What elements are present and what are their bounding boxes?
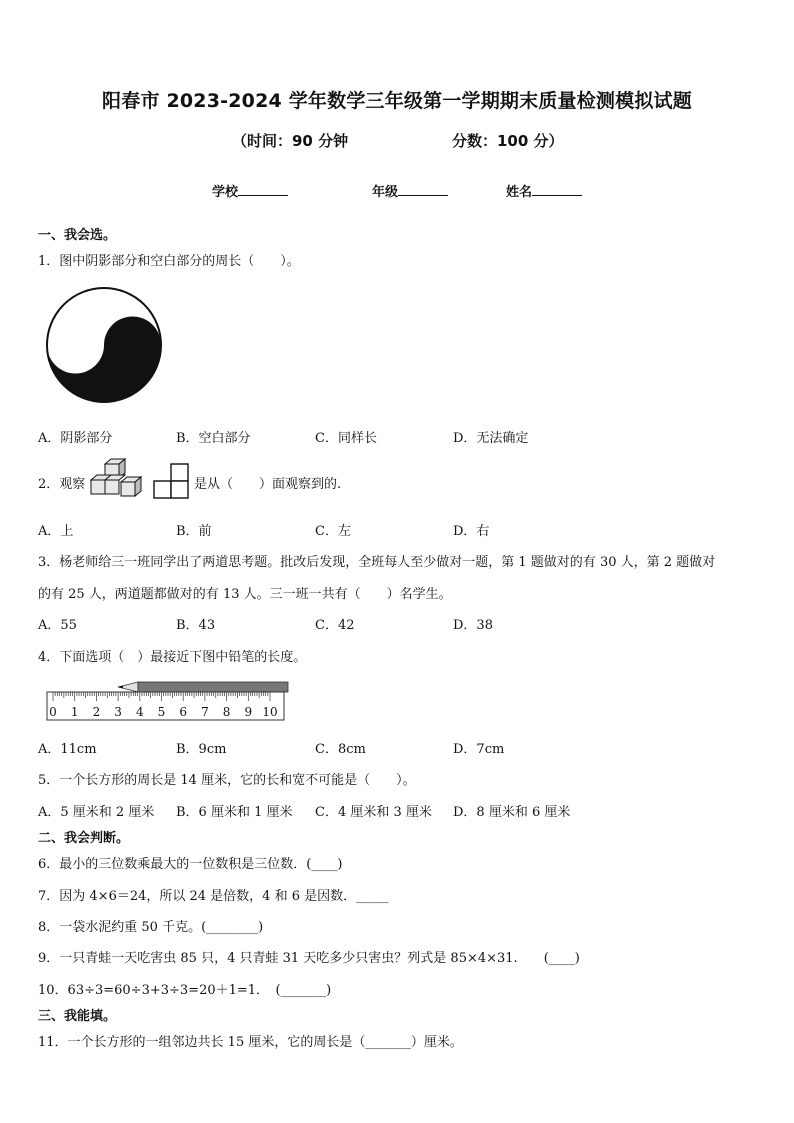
question-text: 9．一只青蛙一天吃害虫 85 只，4 只青蛙 31 天吃多少只害虫？列式是 85×4×31. (____) [38, 951, 580, 966]
grade-label: 年级 [372, 185, 399, 200]
school-label: 学校 [212, 185, 239, 200]
question-text: 4．下面选项（ ）最接近下图中铅笔的长度。 [38, 650, 307, 665]
ruler-label: 10 [262, 705, 278, 719]
ruler-label: 7 [201, 705, 209, 719]
option: C．左 [315, 524, 351, 539]
pencil-ruler-figure [44, 678, 290, 724]
question-text-end: 是从（ ）面观察到的. [194, 477, 342, 492]
option: C．4 厘米和 3 厘米 [315, 805, 432, 820]
option: C．8cm [315, 742, 366, 757]
question-text: 1．图中阴影部分和空白部分的周长（ ）。 [38, 254, 300, 269]
ruler-label: 4 [135, 705, 144, 719]
exam-score: 分数：100 分） [452, 132, 564, 150]
name-label: 姓名 [506, 185, 533, 200]
section-title: 三、我能填。 [38, 1009, 117, 1024]
option: B．空白部分 [176, 431, 251, 446]
ruler-label: 8 [222, 705, 231, 719]
question-text: 7．因为 4×6＝24，所以 24 是倍数，4 和 6 是因数．_____ [38, 889, 389, 904]
ruler-label: 0 [49, 705, 57, 719]
ruler-label: 1 [70, 705, 79, 719]
option: A．阴影部分 [38, 431, 113, 446]
option: D．无法确定 [453, 431, 529, 446]
option: B．前 [176, 524, 212, 539]
question-text-line2: 的有 25 人，两道题都做对的有 13 人。三一班一共有（ ）名学生。 [38, 587, 452, 602]
question-text: 10．63÷3=60÷3+3÷3=20＋1=1． (_______) [38, 983, 332, 998]
option: D．右 [453, 524, 490, 539]
grade-field [372, 181, 448, 200]
cube-stack-figure [88, 458, 144, 500]
school-field [212, 181, 288, 200]
question-text: 5．一个长方形的周长是 14 厘米，它的长和宽不可能是（ ）。 [38, 773, 416, 788]
ruler-label: 6 [179, 705, 188, 719]
option: C．42 [315, 618, 355, 633]
question-text: 11．一个长方形的一组邻边共长 15 厘米，它的周长是（_______）厘米。 [38, 1035, 463, 1050]
option: B．6 厘米和 1 厘米 [176, 805, 293, 820]
name-field [506, 181, 582, 200]
grade-blank [398, 181, 448, 196]
question-text-line1: 3．杨老师给三一班同学出了两道思考题。批改后发现，全班每人至少做对一题，第 1 题做对的有 30 人，第 2 题做对 [38, 555, 716, 570]
option: D．38 [453, 618, 493, 633]
page-title: 阳春市 2023-2024 学年数学三年级第一学期期末质量检测模拟试题 [102, 90, 692, 112]
option: C．同样长 [315, 431, 377, 446]
option: A．55 [38, 618, 77, 633]
question-text: 6．最小的三位数乘最大的一位数积是三位数．(____) [38, 857, 343, 872]
view-shape-figure [152, 462, 192, 500]
option: D．7cm [453, 742, 505, 757]
yin-yang-figure [45, 286, 163, 404]
school-blank [238, 181, 288, 196]
ruler-label: 2 [92, 705, 101, 719]
section-title: 一、我会选。 [38, 228, 117, 243]
exam-time: （时间：90 分钟 [232, 132, 349, 150]
question-text: 8．一袋水泥约重 50 千克。(________) [38, 920, 264, 935]
option: B．9cm [176, 742, 227, 757]
name-blank [532, 181, 582, 196]
ruler-label: 9 [244, 705, 253, 719]
option: D．8 厘米和 6 厘米 [453, 805, 571, 820]
question-text-start: 2．观察 [38, 477, 86, 492]
option: A．5 厘米和 2 厘米 [38, 805, 155, 820]
ruler-label: 3 [114, 705, 122, 719]
section-title: 二、我会判断。 [38, 831, 130, 846]
option: A．11cm [38, 742, 97, 757]
option: B．43 [176, 618, 216, 633]
option: A．上 [38, 524, 74, 539]
ruler-label: 5 [157, 705, 166, 719]
